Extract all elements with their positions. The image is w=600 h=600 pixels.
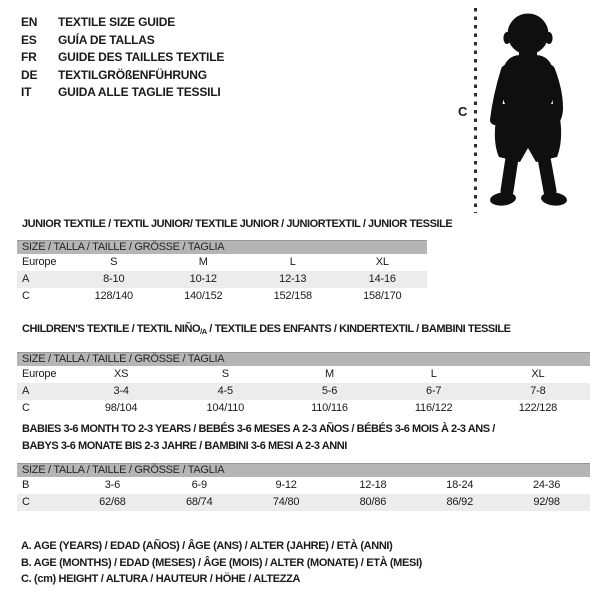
junior-table-title-group [17,216,453,233]
language-row [21,84,224,102]
height-measure-dotted-line [474,8,477,213]
table-row [17,383,590,400]
table-title-text: / TEXTILE DES ENFANTS / KINDERTEXTIL / BAMBINI TESSILE [206,323,511,335]
size-value: 110/116 [311,402,348,414]
language-row [21,49,224,67]
row-label: A [22,385,30,397]
size-value: 4-5 [217,385,233,397]
children-size-table [17,321,590,417]
language-label: GUIDA ALLE TAGLIE TESSILI [58,85,221,99]
language-row [21,32,224,50]
size-value: M [325,368,334,380]
size-value: M [198,256,208,268]
size-value: 86/92 [446,496,473,508]
size-value: 14-16 [368,273,396,285]
table-title-subscript: /A [200,327,207,336]
junior-table-body [17,254,427,305]
row-label: C [22,290,30,302]
language-code: ES [21,32,37,47]
table-title-text: CHILDREN'S TEXTILE / TEXTIL NIÑO [22,323,201,335]
baby-silhouette-icon [481,11,575,208]
babies-table-title-group [17,421,590,455]
size-value: 104/110 [206,402,245,414]
junior-size-table [17,216,453,305]
table-row [17,288,427,305]
table-row [17,400,590,417]
language-label: GUIDE DES TAILLES TEXTILE [58,50,225,64]
size-value: 92/98 [533,496,560,508]
size-value: 6-9 [191,479,207,491]
size-value: 18-24 [446,479,474,491]
language-code: EN [21,15,38,29]
babies-size-table [17,421,590,511]
size-value: 12-18 [359,479,387,491]
table-row [17,366,590,383]
row-label: C [22,496,30,508]
size-value: 140/152 [184,290,223,302]
size-value: XL [531,368,545,380]
babies-table-body [17,477,590,511]
language-code: DE [21,67,38,82]
size-value: 74/80 [272,496,300,508]
table-row [17,254,427,271]
size-value: 10-12 [189,273,217,285]
size-value: 116/122 [414,402,453,414]
size-value: 9-12 [275,479,297,491]
language-code: IT [21,85,32,99]
size-value: 12-13 [279,273,307,285]
language-label: TEXTILGRÖßENFÜHRUNG [58,67,207,82]
children-table-title-group [17,321,590,340]
size-value: 5-6 [321,385,338,397]
size-value: 98/104 [104,402,138,414]
size-value: 6-7 [426,385,442,397]
row-label: Europe [22,368,57,380]
legend [21,538,422,588]
size-value: 7-8 [530,385,546,397]
size-value: L [289,256,296,268]
table-title [22,216,453,233]
size-value: S [221,368,229,380]
size-value: 68/74 [185,496,213,508]
legend-line: B. AGE (MONTHS) / EDAD (MESES) / ÂGE (MOIS) / ALTER (MONATE) / ETÀ (MESI) [21,556,422,569]
size-value: XL [375,256,389,268]
children-table-body [17,366,590,417]
size-value: 3-6 [104,479,121,491]
height-measure-label: C [458,104,468,119]
language-label: GUÍA DE TALLAS [58,32,155,47]
size-value: 152/158 [273,290,312,302]
table-title [22,421,590,438]
size-value: 3-4 [113,385,129,397]
size-value: 24-36 [533,479,561,491]
table-row [17,494,590,511]
size-value: XS [113,368,129,380]
language-row [21,67,224,85]
language-code: FR [21,50,37,64]
size-value: 80/86 [359,496,387,508]
table-title [22,321,590,340]
table-row [17,271,427,288]
row-label: Europe [22,256,57,268]
table-title-text: JUNIOR TEXTILE / TEXTIL JUNIOR/ TEXTILE JUNIOR / JUNIORTEXTIL / JUNIOR TESSILE [22,218,453,230]
table-title-text: BABIES 3-6 MONTH TO 2-3 YEARS / BEBÉS 3-6 MESES A 2-3 AÑOS / BÉBÉS 3-6 MOIS À 2-3 ANS / [22,423,495,435]
table-row [17,477,590,494]
row-label: C [22,402,30,414]
language-label: TEXTILE SIZE GUIDE [58,15,176,29]
size-value: L [430,368,437,380]
size-value: 128/140 [94,290,133,302]
row-label: A [22,273,30,285]
row-label: B [22,479,30,491]
legend-line: C. (cm) HEIGHT / ALTURA / HAUTEUR / HÖHE / ALTEZZA [21,573,301,585]
size-value: 122/128 [518,402,558,414]
language-row [21,14,224,32]
size-value: 8-10 [103,273,125,285]
language-guide-list [21,14,224,102]
legend-line: A. AGE (YEARS) / EDAD (AÑOS) / ÂGE (ANS) / ALTER (JAHRE) / ETÀ (ANNI) [21,540,393,552]
size-value: S [110,256,118,268]
table-title [22,438,590,455]
table-title-text: BABYS 3-6 MONATE BIS 2-3 JAHRE / BAMBINI 3-6 MESI A 2-3 ANNI [22,440,347,452]
size-value: 158/170 [363,290,402,302]
babies-table-header-bar: SIZE / TALLA / TAILLE / GRÖSSE / TAGLIA [17,463,590,477]
children-table-header-bar: SIZE / TALLA / TAILLE / GRÖSSE / TAGLIA [17,352,590,366]
size-value: 62/68 [99,496,126,508]
junior-table-header-bar: SIZE / TALLA / TAILLE / GRÖSSE / TAGLIA [17,240,427,254]
